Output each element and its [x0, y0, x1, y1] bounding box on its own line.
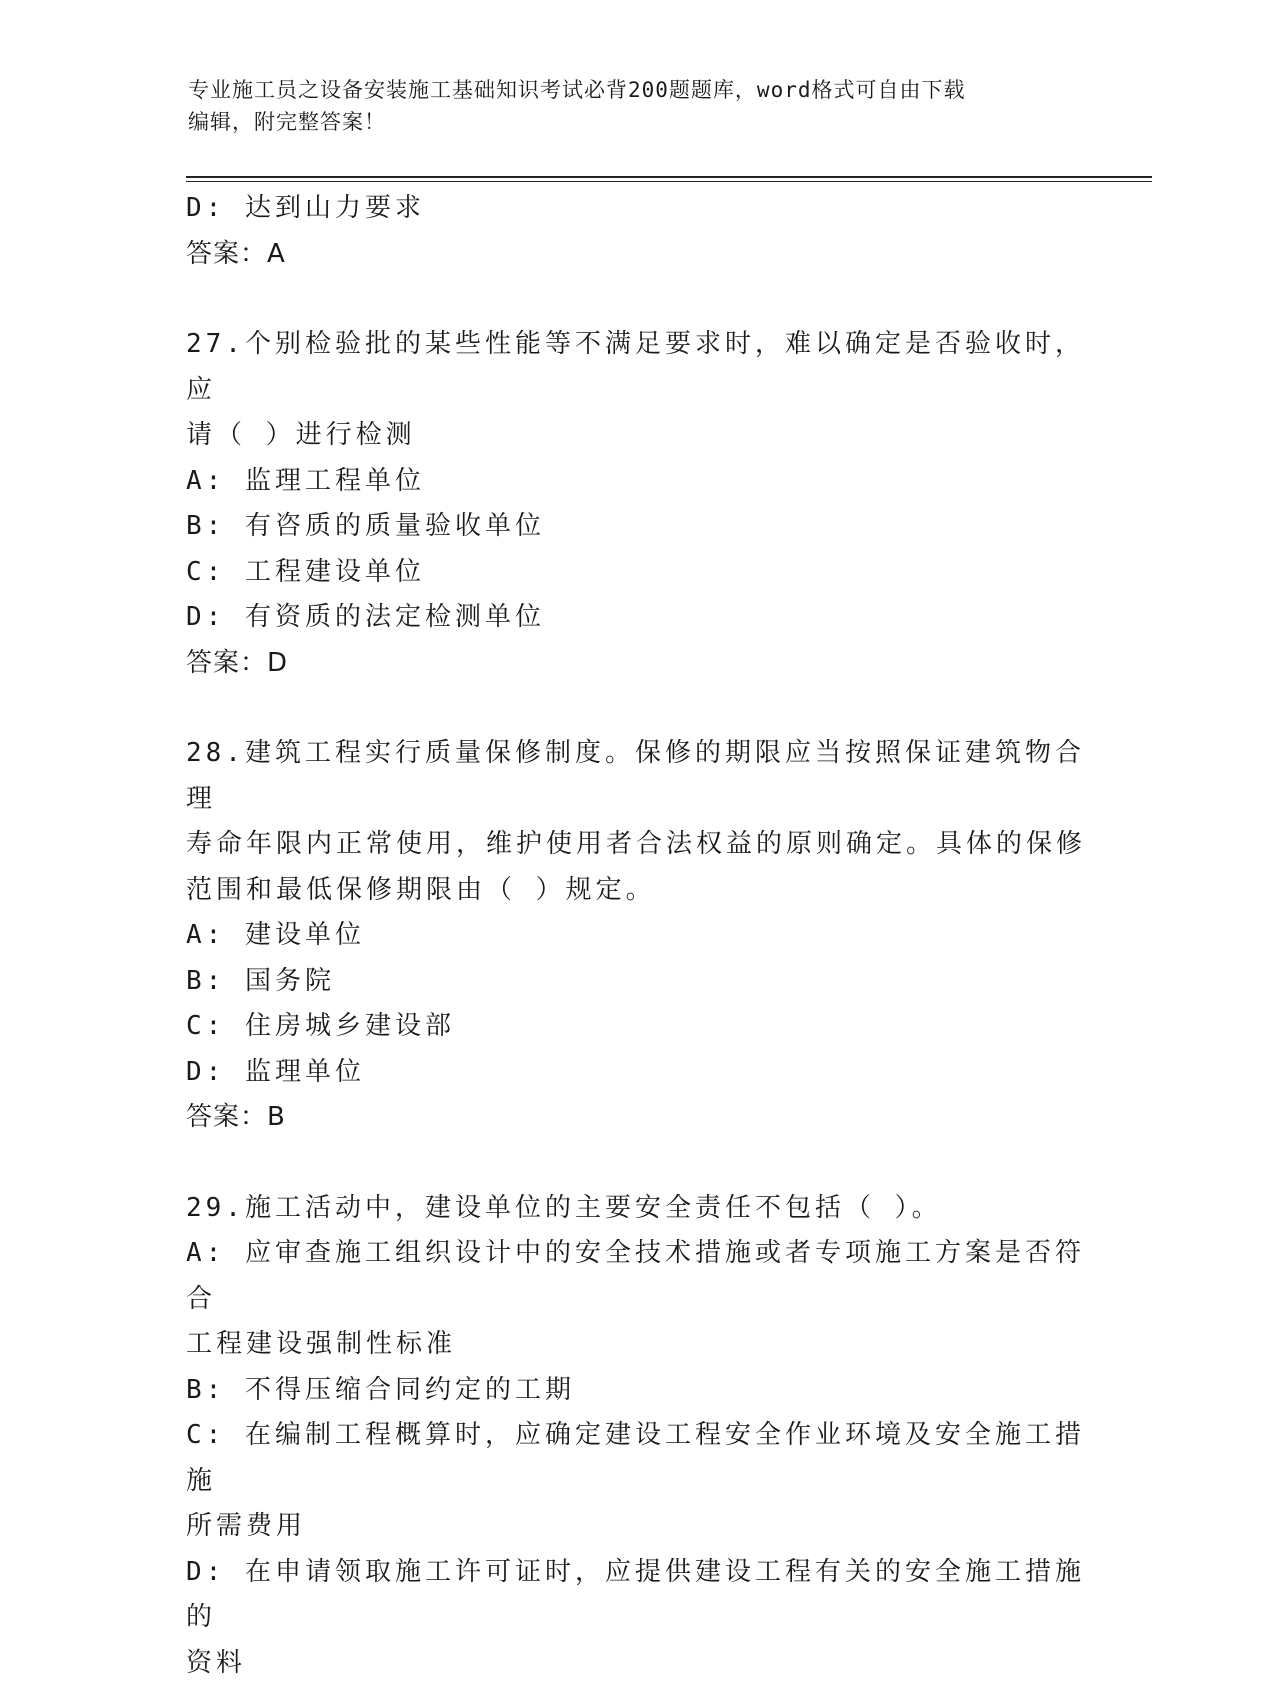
question-stem: 28.建筑工程实行质量保修制度。保修的期限应当按照保证建筑物合理	[186, 731, 1086, 822]
option-d: D: 有资质的法定检测单位	[186, 595, 1086, 641]
header-divider-thin	[186, 181, 1152, 182]
option-d: D: 达到山力要求	[186, 186, 1086, 232]
question-29	[186, 1186, 1086, 1686]
option-c-continued: 所需费用	[186, 1504, 1086, 1550]
header-line-2: 编辑，附完整答案！	[188, 106, 1088, 138]
question-26-tail	[186, 186, 1086, 277]
spacer	[186, 686, 1086, 731]
answer: 答案：D	[186, 641, 1086, 687]
option-b: B: 有咨质的质量验收单位	[186, 504, 1086, 550]
question-stem: 27.个别检验批的某些性能等不满足要求时，难以确定是否验收时，应	[186, 322, 1086, 413]
option-a: A: 监理工程单位	[186, 459, 1086, 505]
option-c: C: 工程建设单位	[186, 550, 1086, 596]
option-c: C: 在编制工程概算时，应确定建设工程安全作业环境及安全施工措施	[186, 1413, 1086, 1504]
option-a: A: 应审查施工组织设计中的安全技术措施或者专项施工方案是否符合	[186, 1231, 1086, 1322]
document-header	[188, 74, 1088, 138]
header-line-1: 专业施工员之设备安装施工基础知识考试必背200题题库，word格式可自由下载	[188, 74, 1088, 106]
option-d: D: 监理单位	[186, 1050, 1086, 1096]
option-a: A: 建设单位	[186, 913, 1086, 959]
option-c: C: 住房城乡建设部	[186, 1004, 1086, 1050]
question-27	[186, 322, 1086, 686]
header-divider-thick	[186, 176, 1152, 178]
answer: 答案：B	[186, 1095, 1086, 1141]
question-list	[186, 186, 1086, 1686]
option-b: B: 国务院	[186, 959, 1086, 1005]
option-d-continued: 资料	[186, 1641, 1086, 1686]
option-a-continued: 工程建设强制性标准	[186, 1322, 1086, 1368]
option-b: B: 不得压缩合同约定的工期	[186, 1368, 1086, 1414]
question-stem: 29.施工活动中，建设单位的主要安全责任不包括（ ）。	[186, 1186, 1086, 1232]
question-stem: 请（ ）进行检测	[186, 413, 1086, 459]
spacer	[186, 277, 1086, 322]
answer: 答案：A	[186, 232, 1086, 278]
question-stem: 寿命年限内正常使用，维护使用者合法权益的原则确定。具体的保修	[186, 822, 1086, 868]
spacer	[186, 1141, 1086, 1186]
option-d: D: 在申请领取施工许可证时，应提供建设工程有关的安全施工措施的	[186, 1550, 1086, 1641]
question-stem: 范围和最低保修期限由（ ）规定。	[186, 868, 1086, 914]
question-28	[186, 731, 1086, 1141]
